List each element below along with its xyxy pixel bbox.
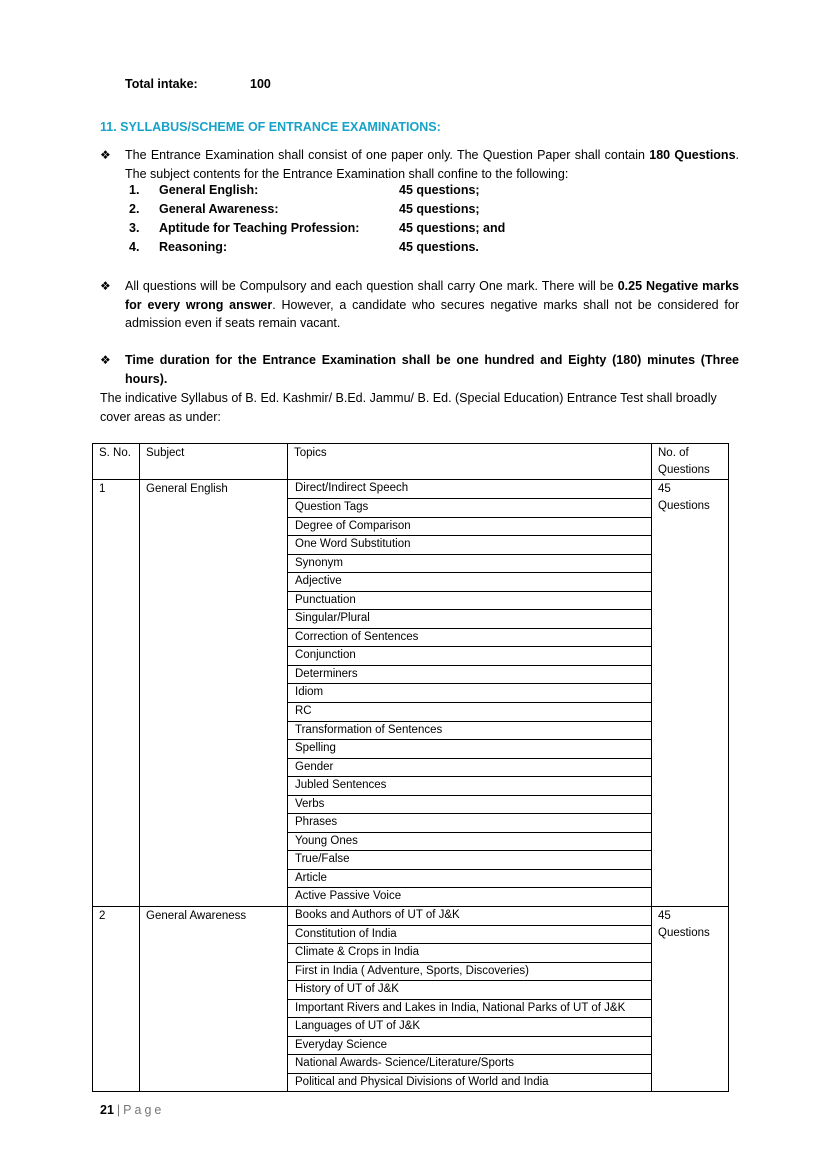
indicative-syllabus-intro: The indicative Syllabus of B. Ed. Kashmir/ B.Ed. Jammu/ B. Ed. (Special Education) Entrance Test shall broadly cover areas as under: <box>100 391 717 424</box>
list-subject: Aptitude for Teaching Profession: <box>159 221 360 235</box>
list-number: 3. <box>129 221 140 235</box>
list-subject: General English: <box>159 183 259 197</box>
topic-item: Political and Physical Divisions of World and India <box>295 1075 549 1088</box>
topic-item: Transformation of Sentences <box>288 722 651 741</box>
table-row <box>93 906 729 1091</box>
topic-item: True/False <box>288 851 651 870</box>
row-sno: 1 <box>93 480 140 907</box>
topic-item: Verbs <box>288 796 651 815</box>
topic-item: Conjunction <box>288 647 651 666</box>
topic-item: Young Ones <box>288 833 651 852</box>
para2-text-a: All questions will be Compulsory and each question shall carry One mark. There will be <box>125 279 618 293</box>
header-sno: S. No. <box>93 444 140 480</box>
para1-text-b: . The subject contents for the Entrance Examination shall confine to the following: <box>125 148 740 181</box>
topic-item: National Awards- Science/Literature/Sports <box>288 1055 651 1074</box>
footer-separator: | <box>116 1103 121 1117</box>
topic-item: Books and Authors of UT of J&K <box>288 907 651 926</box>
topic-item: History of UT of J&K <box>288 981 651 1000</box>
topic-item: Phrases <box>288 814 651 833</box>
topic-item: Degree of Comparison <box>288 518 651 537</box>
exam-structure-paragraph <box>125 146 739 183</box>
para1-bold-questions: 180 Questions <box>649 148 736 162</box>
page-footer <box>100 1103 164 1117</box>
table-row <box>93 480 729 907</box>
para1-text-a: The Entrance Examination shall consist of one paper only. The Question Paper shall contain <box>125 148 650 162</box>
list-questions: 45 questions. <box>399 240 479 254</box>
list-number: 4. <box>129 240 140 254</box>
topic-item: Important Rivers and Lakes in India, National Parks of UT of J&K <box>288 1000 651 1019</box>
row-sno: 2 <box>93 906 140 1091</box>
list-questions: 45 questions; <box>399 202 480 216</box>
list-questions: 45 questions; and <box>399 221 506 235</box>
list-number: 2. <box>129 202 140 216</box>
topic-item: Direct/Indirect Speech <box>288 480 651 499</box>
topic-item: Idiom <box>288 684 651 703</box>
para2-bold-negative: 0.25 Negative marks for every wrong answer <box>125 279 739 312</box>
topic-item: Adjective <box>288 573 651 592</box>
syllabus-table <box>92 443 729 1092</box>
topic-item: Article <box>288 870 651 889</box>
header-questions: No. of Questions <box>652 444 729 480</box>
bullet-diamond-icon: ❖ <box>100 148 111 162</box>
total-intake-label: Total intake: <box>125 77 198 91</box>
total-intake-value: 100 <box>250 77 271 91</box>
row-topics <box>288 906 652 1091</box>
row-questions: 45 Questions <box>652 480 729 907</box>
subject-list-item <box>125 221 725 240</box>
list-subject: Reasoning: <box>159 240 228 254</box>
topic-item: RC <box>288 703 651 722</box>
topic-item: Languages of UT of J&K <box>288 1018 651 1037</box>
topic-item: Question Tags <box>288 499 651 518</box>
time-duration-paragraph: Time duration for the Entrance Examination shall be one hundred and Eighty (180) minutes (Three hours). <box>125 353 739 386</box>
topic-item: Punctuation <box>288 592 651 611</box>
topic-item: Correction of Sentences <box>288 629 651 648</box>
topic-item: First in India ( Adventure, Sports, Discoveries) <box>288 963 651 982</box>
topic-item: Constitution of India <box>288 926 651 945</box>
header-subject: Subject <box>140 444 288 480</box>
topic-item: Spelling <box>288 740 651 759</box>
topic-item: Singular/Plural <box>288 610 651 629</box>
para2-text-b: . However, a candidate who secures negative marks shall not be considered for admission even if seats remain vacant. <box>125 297 739 331</box>
subject-list-item <box>125 183 725 202</box>
list-subject: General Awareness: <box>159 202 279 216</box>
list-questions: 45 questions; <box>399 183 480 197</box>
row-questions: 45 Questions <box>652 906 729 1091</box>
topic-item: Synonym <box>288 555 651 574</box>
topic-item: Everyday Science <box>288 1037 651 1056</box>
topic-item: Determiners <box>288 666 651 685</box>
page-word: Page <box>123 1103 165 1117</box>
section-heading: 11. SYLLABUS/SCHEME OF ENTRANCE EXAMINATIONS: <box>100 120 441 134</box>
marking-scheme-paragraph <box>125 277 739 333</box>
bullet-diamond-icon: ❖ <box>100 353 111 367</box>
row-subject: General Awareness <box>140 906 288 1091</box>
list-number: 1. <box>129 183 140 197</box>
bullet-diamond-icon: ❖ <box>100 279 111 293</box>
topic-item: Gender <box>288 759 651 778</box>
topic-item: Active Passive Voice <box>295 890 402 903</box>
row-subject: General English <box>140 480 288 907</box>
subject-list-item <box>125 240 725 259</box>
topic-item: One Word Substitution <box>288 536 651 555</box>
page-number: 21 <box>100 1103 114 1117</box>
subject-list-item <box>125 202 725 221</box>
header-topics: Topics <box>288 444 652 480</box>
row-topics <box>288 480 652 907</box>
topic-item: Jubled Sentences <box>288 777 651 796</box>
table-header-row <box>93 444 729 480</box>
topic-item: Climate & Crops in India <box>288 944 651 963</box>
